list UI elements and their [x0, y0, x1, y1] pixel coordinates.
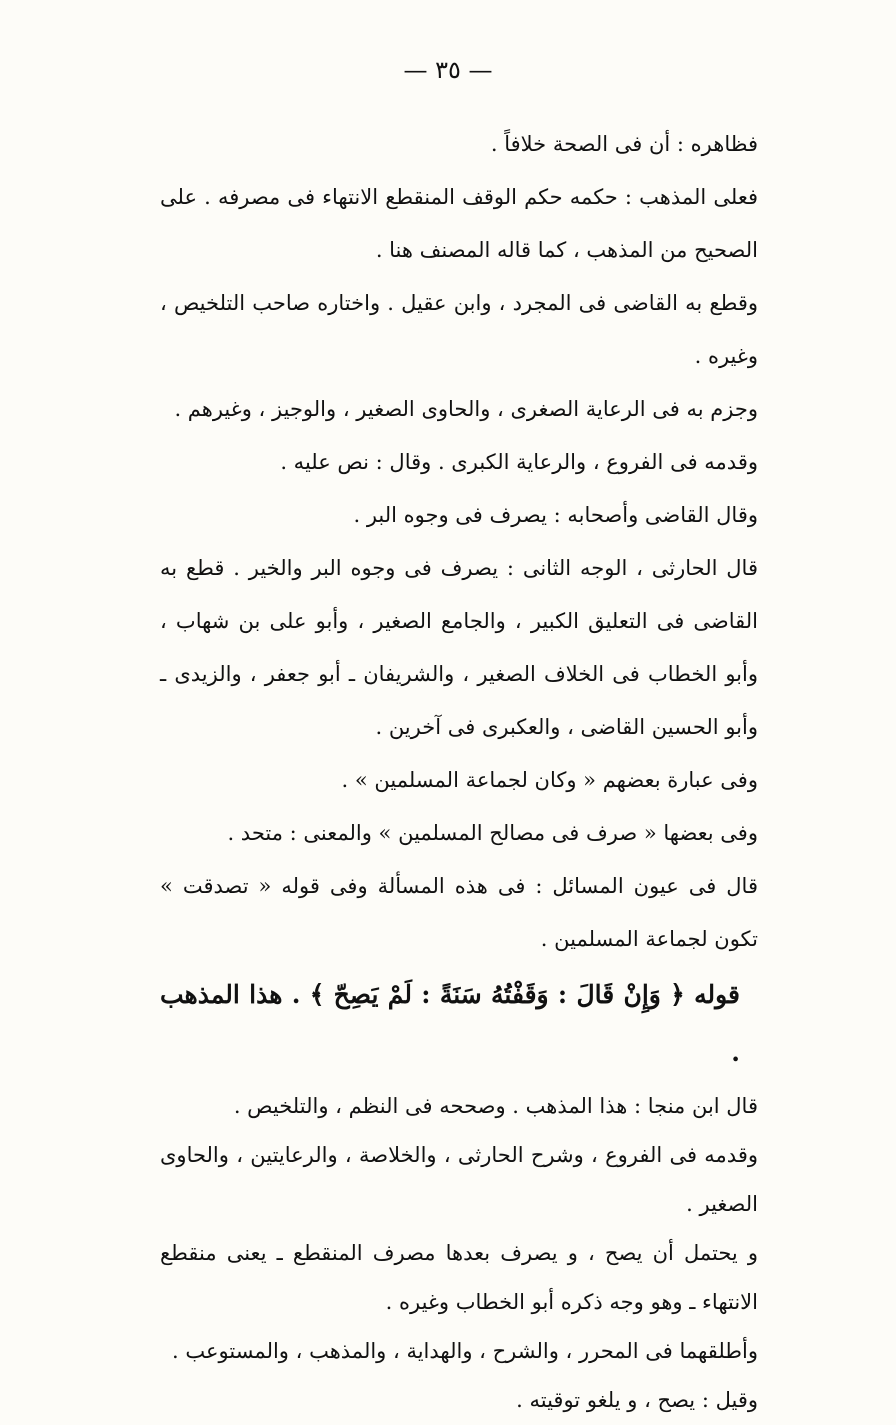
paragraph: و يحتمل أن يصح ، و يصرف بعدها مصرف المنقطع ـ يعنى منقطع الانتهاء ـ وهو وجه ذكره أبو الخطاب وغيره . — [160, 1241, 758, 1314]
paragraph: وقطع به القاضى فى المجرد ، وابن عقيل . واختاره صاحب التلخيص ، وغيره . — [160, 291, 758, 368]
paragraph: فعلى المذهب : حكمه حكم الوقف المنقطع الانتهاء فى مصرفه . على الصحيح من المذهب ، كما قاله المصنف هنا . — [160, 185, 758, 262]
paragraph: وقيل : يصح ، و يلغو توقيته . — [516, 1388, 758, 1412]
paragraph: وفى عبارة بعضهم « وكان لجماعة المسلمين » . — [341, 768, 758, 792]
paragraph: وجزم به فى الرعاية الصغرى ، والحاوى الصغير ، والوجيز ، وغيرهم . — [174, 397, 758, 421]
paragraph: فظاهره : أن فى الصحة خلافاً . — [490, 132, 758, 156]
body-text — [160, 118, 810, 1425]
paragraph: وأطلقهما فى المحرر ، والشرح ، والهداية ، والمذهب ، والمستوعب . — [172, 1339, 758, 1363]
paragraph: وقدمه فى الفروع ، وشرح الحارثى ، والخلاصة ، والرعايتين ، والحاوى الصغير . — [160, 1143, 758, 1216]
page-number: — ٣٥ — — [403, 56, 493, 84]
paragraph: وفى بعضها « صرف فى مصالح المسلمين » والمعنى : متحد . — [227, 821, 758, 845]
paragraph: قال ابن منجا : هذا المذهب . وصححه فى النظم ، والتلخيص . — [233, 1094, 758, 1118]
paragraph: قال الحارثى ، الوجه الثانى : يصرف فى وجوه البر والخير . قطع به القاضى فى التعليق الكبير ، والجامع الصغير ، وأبو على بن شهاب ، وأبو الخطاب فى الخلاف الصغير ، والشريفان ـ أبو جعفر ، والزيدى ـ وأبو الحسين القاضى ، والعكبرى فى آخرين . — [160, 556, 758, 739]
paragraph: قال فى عيون المسائل : فى هذه المسألة وفى قوله « تصدقت » تكون لجماعة المسلمين . — [160, 874, 758, 951]
paragraph: وقال القاضى وأصحابه : يصرف فى وجوه البر . — [353, 503, 758, 527]
paragraph: وقدمه فى الفروع ، والرعاية الكبرى . وقال : نص عليه . — [280, 450, 758, 474]
section-heading: قوله ﴿ وَإِنْ قَالَ : وَقَفْتُهُ سَنَةً : لَمْ يَصِحّ ﴾ . هذا المذهب . — [160, 980, 740, 1067]
